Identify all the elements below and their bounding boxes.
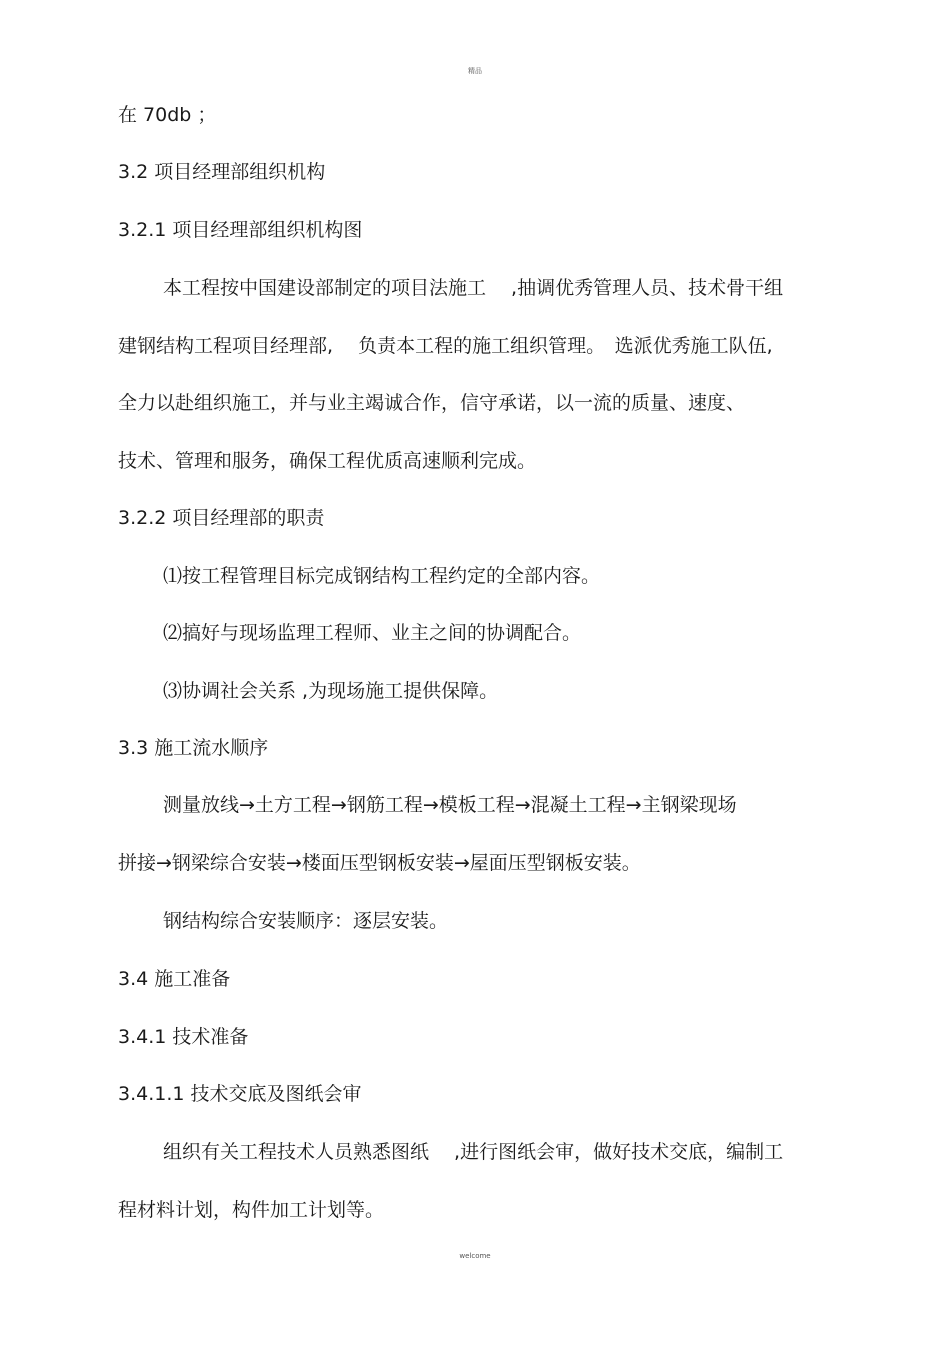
page-header-mark: 精品: [468, 67, 482, 75]
paragraph-line: 钢结构综合安装顺序：逐层安装。: [163, 910, 449, 932]
paragraph-line: 建钢结构工程项目经理部, 负责本工程的施工组织管理。 选派优秀施工队伍,: [118, 335, 773, 357]
list-item-2: ⑵搞好与现场监理工程师、业主之间的协调配合。: [163, 622, 582, 644]
heading-3-4: 3.4 施工准备: [118, 968, 231, 990]
paragraph-line: 组织有关工程技术人员熟悉图纸 ,进行图纸会审，做好技术交底，编制工: [163, 1141, 784, 1163]
page-footer-mark: welcome: [459, 1252, 491, 1260]
heading-3-4-1: 3.4.1 技术准备: [118, 1026, 249, 1048]
paragraph-line: 程材料计划，构件加工计划等。: [118, 1199, 385, 1221]
heading-3-2: 3.2 项目经理部组织机构: [118, 161, 326, 183]
heading-3-2-2: 3.2.2 项目经理部的职责: [118, 507, 325, 529]
paragraph-line: 拼接→钢梁综合安装→楼面压型钢板安装→屋面压型钢板安装。: [118, 852, 641, 874]
list-item-3: ⑶协调社会关系 ,为现场施工提供保障。: [163, 680, 499, 702]
paragraph-line: 本工程按中国建设部制定的项目法施工 ,抽调优秀管理人员、技术骨干组: [163, 277, 784, 299]
paragraph-line: 全力以赴组织施工，并与业主竭诚合作，信守承诺，以一流的质量、速度、: [118, 392, 746, 414]
heading-3-2-1: 3.2.1 项目经理部组织机构图: [118, 219, 363, 241]
paragraph-line: 技术、管理和服务，确保工程优质高速顺利完成。: [118, 450, 537, 472]
list-item-1: ⑴按工程管理目标完成钢结构工程约定的全部内容。: [163, 565, 601, 587]
text-line-noise-limit: 在 70db ；: [118, 104, 217, 126]
heading-3-4-1-1: 3.4.1.1 技术交底及图纸会审: [118, 1083, 362, 1105]
heading-3-3: 3.3 施工流水顺序: [118, 737, 269, 759]
paragraph-line: 测量放线→土方工程→钢筋工程→模板工程→混凝土工程→主钢梁现场: [163, 794, 737, 816]
